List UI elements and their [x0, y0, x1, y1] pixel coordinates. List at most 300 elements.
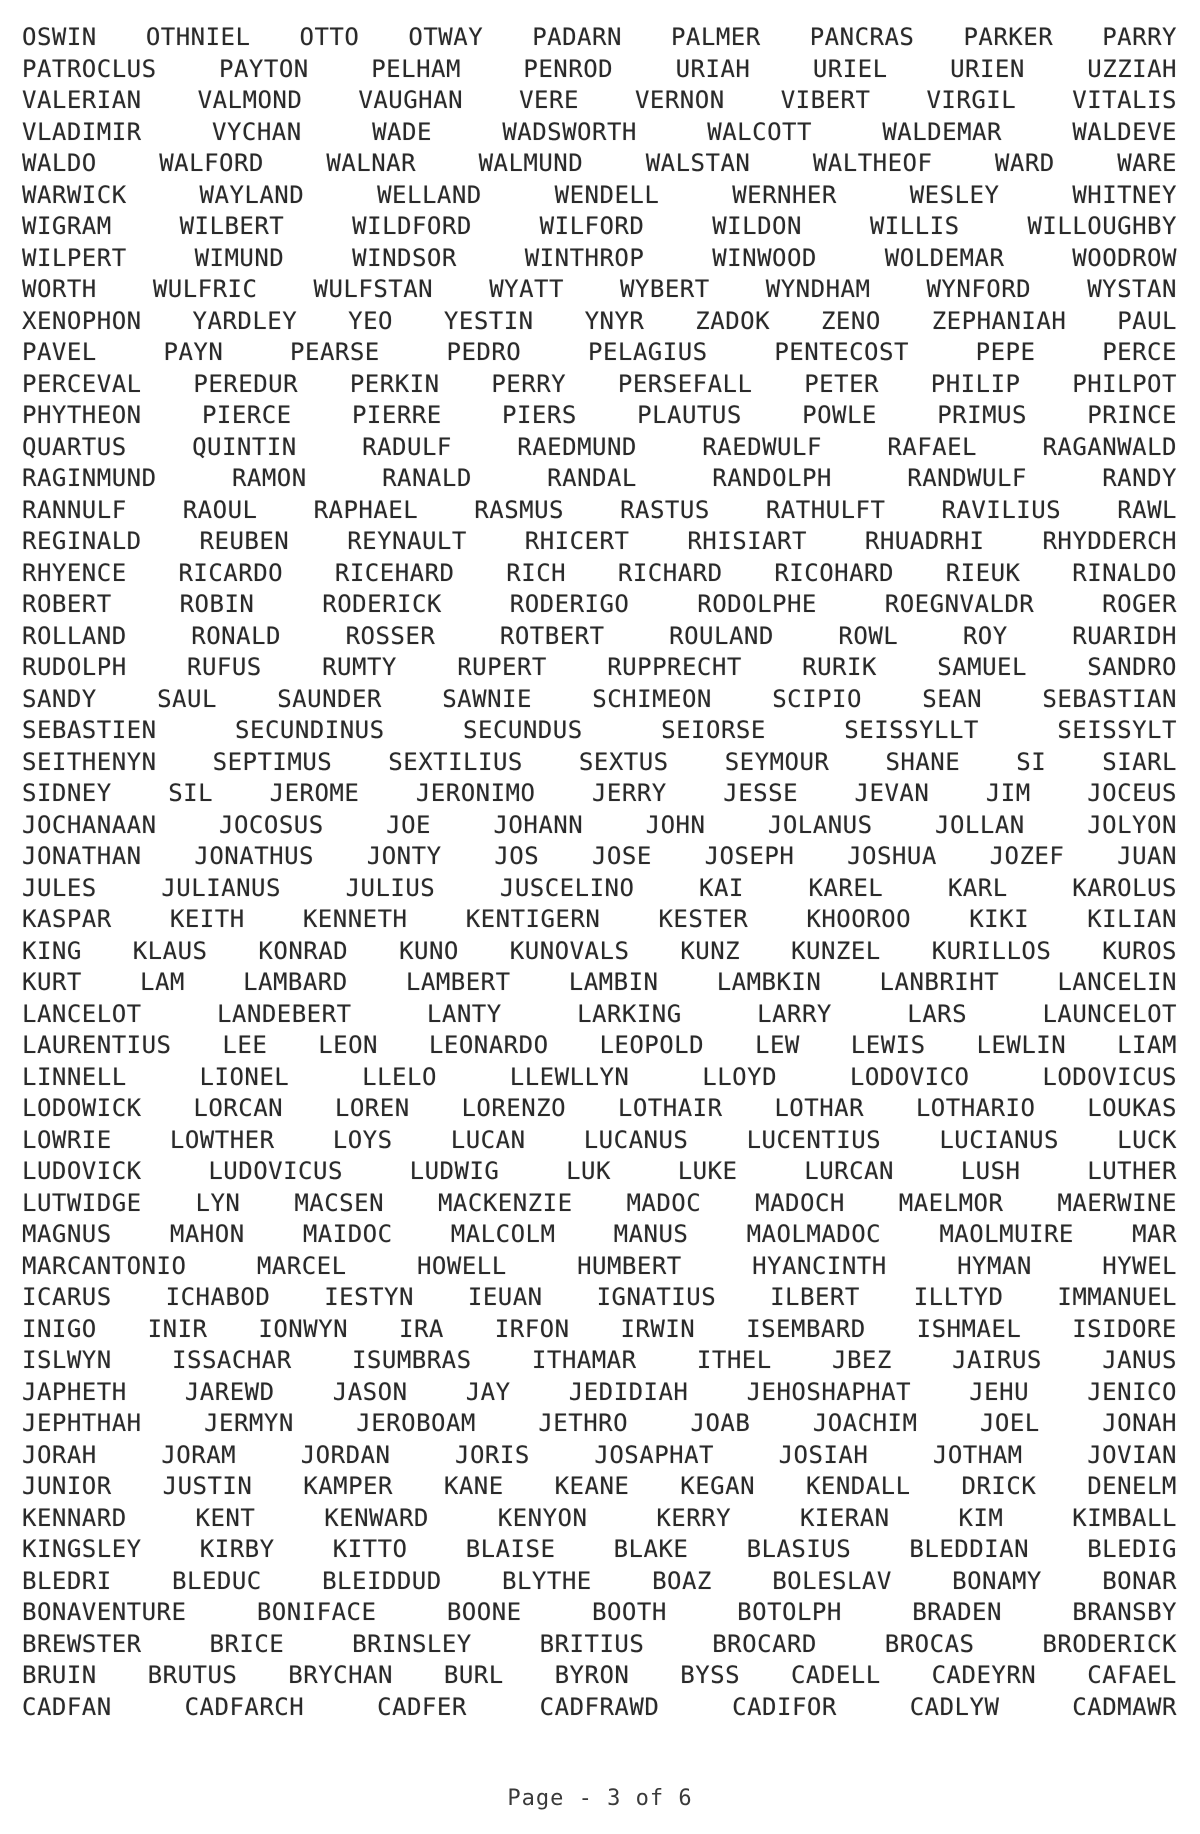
- name-word: RANDY: [1102, 464, 1177, 492]
- name-word: LAMBKIN: [716, 968, 822, 996]
- name-word: KLAUS: [132, 936, 208, 965]
- name-word: RAWL: [1117, 495, 1177, 524]
- name-word: LUSH: [960, 1157, 1021, 1185]
- name-word: XENOPHON: [22, 306, 142, 335]
- name-word: SECUNDINUS: [235, 716, 385, 744]
- name-word: JOLLAN: [935, 810, 1025, 839]
- name-word: RIEUK: [945, 558, 1021, 587]
- name-word: ZEPHANIAH: [931, 306, 1067, 335]
- name-word: PATROCLUS: [22, 54, 157, 83]
- name-word: WIGRAM: [22, 212, 112, 240]
- name-word: SCIPIO: [772, 684, 862, 713]
- name-word: KINGSLEY: [22, 1535, 142, 1563]
- name-word: WELLAND: [377, 180, 482, 209]
- name-word: RAGANWALD: [1042, 432, 1177, 461]
- name-line: [22, 1503, 1177, 1535]
- name-word: RHISIART: [687, 527, 807, 555]
- name-word: KURILLOS: [931, 936, 1052, 965]
- name-line: [22, 180, 1177, 212]
- name-word: ROULAND: [669, 621, 774, 650]
- name-word: RHUADRHI: [864, 527, 985, 555]
- name-word: SIL: [168, 779, 214, 807]
- name-word: WALDEMAR: [882, 117, 1002, 146]
- name-word: MALCOLM: [450, 1220, 556, 1248]
- name-word: HYWEL: [1102, 1251, 1177, 1280]
- name-word: ROTBERT: [499, 621, 605, 650]
- name-word: SEISSYLLT: [844, 716, 979, 744]
- name-word: RHYDDERCH: [1042, 527, 1177, 555]
- name-word: BROCAS: [884, 1629, 975, 1658]
- name-word: WHITNEY: [1072, 180, 1177, 209]
- name-word: SAUL: [157, 684, 217, 713]
- name-word: SI: [1016, 747, 1047, 776]
- name-word: PIERRE: [351, 401, 442, 429]
- name-word: WALDEVE: [1072, 117, 1177, 146]
- name-word: SAMUEL: [937, 653, 1027, 681]
- name-word: CADMAWR: [1072, 1692, 1177, 1721]
- name-line: [22, 526, 1177, 558]
- name-word: PALMER: [670, 23, 761, 51]
- name-word: LUK: [566, 1157, 611, 1185]
- name-word: JOHN: [645, 810, 706, 839]
- name-word: JONATHUS: [194, 842, 314, 870]
- name-word: JONAH: [1102, 1409, 1177, 1437]
- name-word: VALMOND: [197, 86, 303, 114]
- name-word: LAUNCELOT: [1042, 999, 1177, 1028]
- name-word: KENT: [195, 1503, 256, 1532]
- name-word: JOSIAH: [778, 1440, 869, 1469]
- name-word: ROLLAND: [22, 621, 127, 650]
- name-word: WALDO: [22, 149, 97, 177]
- name-word: RONALD: [191, 621, 281, 650]
- name-word: IRFON: [494, 1314, 570, 1343]
- name-word: LAM: [140, 968, 185, 996]
- name-word: SANDRO: [1087, 653, 1177, 681]
- name-word: KUNOVALS: [509, 936, 630, 965]
- name-word: VIBERT: [780, 86, 871, 114]
- name-word: VIRGIL: [926, 86, 1017, 114]
- name-word: LLOYD: [702, 1062, 778, 1091]
- name-word: WILBERT: [179, 212, 285, 240]
- name-word: CADFRAWD: [539, 1692, 660, 1721]
- name-word: PAUL: [1117, 306, 1177, 335]
- name-word: BRUIN: [22, 1661, 97, 1689]
- name-word: KAMPER: [303, 1472, 393, 1500]
- name-word: KIM: [958, 1503, 1004, 1532]
- name-word: RICOHARD: [774, 558, 894, 587]
- name-word: JEVAN: [854, 779, 930, 807]
- name-line: [22, 463, 1177, 495]
- name-line: [22, 1062, 1177, 1094]
- name-word: RANALD: [382, 464, 472, 492]
- name-word: RUARIDH: [1072, 621, 1177, 650]
- name-word: JOS: [494, 842, 540, 870]
- name-word: PERCEVAL: [22, 369, 142, 398]
- name-word: ICARUS: [22, 1283, 112, 1311]
- name-line: [22, 1692, 1177, 1724]
- name-word: PADARN: [532, 23, 622, 51]
- name-word: RURIK: [802, 653, 877, 681]
- name-word: REUBEN: [199, 527, 290, 555]
- name-word: CADEYRN: [931, 1661, 1037, 1689]
- name-word: JOTHAM: [932, 1440, 1023, 1469]
- name-word: DENELM: [1087, 1472, 1177, 1500]
- name-word: LOTHAR: [774, 1094, 865, 1122]
- name-word: JONTY: [366, 842, 442, 870]
- name-word: WARWICK: [22, 180, 127, 209]
- name-word: RAOUL: [182, 495, 258, 524]
- name-line: [22, 1597, 1177, 1629]
- name-word: WALSTAN: [645, 149, 751, 177]
- name-word: BONAR: [1102, 1566, 1177, 1595]
- name-word: URIEL: [812, 54, 888, 83]
- name-word: SEISSYLT: [1057, 716, 1177, 744]
- name-word: KILIAN: [1087, 905, 1177, 933]
- name-word: BOLESLAV: [772, 1566, 892, 1595]
- name-word: RUPERT: [457, 653, 547, 681]
- name-word: LEE: [222, 1031, 268, 1059]
- name-word: LOWTHER: [169, 1125, 275, 1154]
- name-word: JOSE: [591, 842, 652, 870]
- name-word: VALERIAN: [22, 86, 142, 114]
- name-line: [22, 1345, 1177, 1377]
- name-word: VERE: [519, 86, 579, 114]
- name-word: OSWIN: [22, 23, 97, 51]
- name-word: JOAB: [690, 1409, 751, 1437]
- name-word: LUTHER: [1087, 1157, 1177, 1185]
- name-word: PAYTON: [219, 54, 309, 83]
- name-word: LURCAN: [804, 1157, 894, 1185]
- name-word: JULES: [22, 873, 97, 902]
- name-word: LANTY: [426, 999, 502, 1028]
- name-word: BLEDUC: [172, 1566, 262, 1595]
- name-word: IEUAN: [467, 1283, 543, 1311]
- name-word: MACKENZIE: [437, 1188, 573, 1217]
- name-word: LEONARDO: [428, 1031, 549, 1059]
- name-word: PHYTHEON: [22, 401, 142, 429]
- name-word: OTTO: [299, 23, 360, 51]
- name-word: JONATHAN: [22, 842, 142, 870]
- name-word: BONAVENTURE: [22, 1598, 187, 1626]
- name-word: RHYENCE: [22, 558, 127, 587]
- name-word: KEGAN: [680, 1472, 756, 1500]
- name-word: BLEDRI: [22, 1566, 112, 1595]
- name-word: KAROLUS: [1072, 873, 1177, 902]
- name-line: [22, 85, 1177, 117]
- name-word: LUCANUS: [583, 1125, 689, 1154]
- name-word: KUNZEL: [791, 936, 881, 965]
- name-word: LOTHARIO: [915, 1094, 1036, 1122]
- name-word: MAGNUS: [22, 1220, 112, 1248]
- name-word: PEREDUR: [193, 369, 299, 398]
- name-word: MAERWINE: [1057, 1188, 1177, 1217]
- name-word: RODOLPHE: [697, 590, 817, 618]
- name-word: JUNIOR: [22, 1472, 112, 1500]
- name-line: [22, 1156, 1177, 1188]
- name-word: BLEDDIAN: [909, 1535, 1030, 1563]
- name-word: RICH: [506, 558, 567, 587]
- name-word: WILLOUGHBY: [1027, 212, 1177, 240]
- name-word: YNYR: [584, 306, 645, 335]
- name-word: RAFAEL: [887, 432, 978, 461]
- name-word: KUROS: [1102, 936, 1177, 965]
- name-word: ROY: [962, 621, 1008, 650]
- name-word: BRUTUS: [147, 1661, 238, 1689]
- name-word: KENTIGERN: [465, 905, 601, 933]
- name-word: WYATT: [489, 275, 564, 303]
- name-word: VAUGHAN: [358, 86, 464, 114]
- name-word: RICEHARD: [334, 558, 455, 587]
- name-word: MAOLMUIRE: [939, 1220, 1074, 1248]
- name-word: LOUKAS: [1087, 1094, 1177, 1122]
- name-word: ITHEL: [696, 1346, 772, 1374]
- name-word: BLAKE: [613, 1535, 689, 1563]
- name-word: MAR: [1132, 1220, 1177, 1248]
- name-word: RAPHAEL: [313, 495, 419, 524]
- name-word: JETHRO: [538, 1409, 629, 1437]
- name-word: LARRY: [757, 999, 832, 1028]
- name-word: IMMANUEL: [1057, 1283, 1177, 1311]
- name-word: BRANSBY: [1072, 1598, 1177, 1626]
- name-word: ROSSER: [345, 621, 436, 650]
- name-line: [22, 1093, 1177, 1125]
- name-word: JEDIDIAH: [568, 1377, 689, 1406]
- name-word: RANNULF: [22, 495, 127, 524]
- name-word: JOCEUS: [1087, 779, 1177, 807]
- name-line: [22, 1125, 1177, 1157]
- name-word: BREWSTER: [22, 1629, 142, 1658]
- name-word: LAURENTIUS: [22, 1031, 172, 1059]
- name-line: [22, 967, 1177, 999]
- name-word: BLASIUS: [746, 1535, 852, 1563]
- name-word: URIAH: [675, 54, 751, 83]
- name-word: RUDOLPH: [22, 653, 127, 681]
- name-word: MACSEN: [294, 1188, 385, 1217]
- name-word: KEANE: [554, 1472, 630, 1500]
- name-line: [22, 400, 1177, 432]
- name-word: KENDALL: [805, 1472, 911, 1500]
- name-word: ISHMAEL: [916, 1314, 1022, 1343]
- page-footer: Page - 3 of 6: [507, 1786, 693, 1811]
- name-word: JIM: [985, 779, 1031, 807]
- name-word: JUSTIN: [162, 1472, 253, 1500]
- name-word: KESTER: [658, 905, 749, 933]
- name-line: [22, 1440, 1177, 1472]
- name-word: RAVILIUS: [941, 495, 1062, 524]
- name-word: LIAM: [1117, 1031, 1177, 1059]
- name-word: BURL: [443, 1661, 504, 1689]
- name-word: WADSWORTH: [502, 117, 637, 146]
- name-word: OTHNIEL: [145, 23, 251, 51]
- name-word: JORAH: [22, 1440, 97, 1469]
- name-word: ROEGNVALDR: [884, 590, 1035, 618]
- name-word: RUFUS: [187, 653, 262, 681]
- name-word: RASTUS: [620, 495, 710, 524]
- name-word: LOYS: [332, 1125, 393, 1154]
- name-word: LUDWIG: [409, 1157, 500, 1185]
- name-word: IRA: [399, 1314, 444, 1343]
- name-word: KENYON: [497, 1503, 588, 1532]
- name-line: [22, 337, 1177, 369]
- name-word: WILDON: [712, 212, 802, 240]
- name-word: KIRBY: [199, 1535, 275, 1563]
- name-word: CADFARCH: [184, 1692, 305, 1721]
- name-word: HOWELL: [416, 1251, 507, 1280]
- name-word: WORTH: [22, 275, 97, 303]
- name-word: KURT: [22, 968, 82, 996]
- name-word: JUSCELINO: [499, 873, 635, 902]
- name-word: VLADIMIR: [22, 117, 142, 146]
- name-word: JAREWD: [184, 1377, 275, 1406]
- name-word: PETER: [804, 369, 879, 398]
- name-word: SECUNDUS: [463, 716, 583, 744]
- name-line: [22, 1377, 1177, 1409]
- name-word: BLEIDDUD: [322, 1566, 442, 1595]
- name-word: BRINSLEY: [352, 1629, 472, 1658]
- name-word: KIERAN: [799, 1503, 890, 1532]
- name-word: RANDAL: [547, 464, 637, 492]
- name-word: RASMUS: [474, 495, 564, 524]
- name-word: WARD: [994, 149, 1055, 177]
- name-line: [22, 1219, 1177, 1251]
- name-word: LLELO: [362, 1062, 437, 1091]
- name-word: JAIRUS: [952, 1346, 1042, 1374]
- name-word: LUCK: [1117, 1125, 1177, 1154]
- name-word: WILFORD: [539, 212, 645, 240]
- name-word: RODERIGO: [509, 590, 630, 618]
- name-word: BOAZ: [652, 1566, 712, 1595]
- name-line: [22, 778, 1177, 810]
- name-word: ISUMBRAS: [351, 1346, 472, 1374]
- name-line: [22, 495, 1177, 527]
- name-word: LORENZO: [461, 1094, 567, 1122]
- name-word: SEIORSE: [661, 716, 766, 744]
- name-line: [22, 1471, 1177, 1503]
- name-word: SEPTIMUS: [212, 747, 333, 776]
- name-word: VERNON: [634, 86, 725, 114]
- name-word: IRWIN: [620, 1314, 696, 1343]
- name-word: VYCHAN: [212, 117, 302, 146]
- name-line: [22, 117, 1177, 149]
- name-word: RINALDO: [1072, 558, 1177, 587]
- name-word: JOE: [386, 810, 431, 839]
- name-word: KEITH: [169, 905, 245, 933]
- name-word: LOREN: [334, 1094, 410, 1122]
- name-word: REGINALD: [22, 527, 142, 555]
- name-word: RAGINMUND: [22, 464, 157, 492]
- name-word: WULFSTAN: [313, 275, 434, 303]
- name-word: LINNELL: [22, 1062, 127, 1091]
- name-word: WYNDHAM: [765, 275, 871, 303]
- name-line: [22, 1408, 1177, 1440]
- name-word: KUNZ: [680, 936, 741, 965]
- name-word: REYNAULT: [347, 527, 467, 555]
- name-word: PARRY: [1102, 23, 1177, 51]
- name-word: BRYCHAN: [288, 1661, 393, 1689]
- name-line: [22, 652, 1177, 684]
- name-word: JOZEF: [989, 842, 1065, 870]
- name-word: SEAN: [922, 684, 983, 713]
- name-word: JORIS: [455, 1440, 530, 1469]
- name-word: JOSHUA: [847, 842, 937, 870]
- name-word: SEBASTIAN: [1042, 684, 1177, 713]
- name-word: WYBERT: [620, 275, 710, 303]
- name-word: HUMBERT: [577, 1251, 682, 1280]
- name-word: HYANCINTH: [752, 1251, 887, 1280]
- name-line: [22, 1282, 1177, 1314]
- name-word: BOOTH: [592, 1598, 667, 1626]
- name-word: MARCANTONIO: [22, 1251, 187, 1280]
- name-word: IESTYN: [324, 1283, 414, 1311]
- name-word: BYRON: [554, 1661, 630, 1689]
- name-word: IONWYN: [258, 1314, 349, 1343]
- name-word: KUNO: [399, 936, 459, 965]
- name-line: [22, 1660, 1177, 1692]
- name-word: SEXTILIUS: [388, 747, 523, 776]
- name-word: JOEL: [979, 1409, 1040, 1437]
- name-word: JOHANN: [493, 810, 584, 839]
- name-word: LUCENTIUS: [746, 1125, 882, 1154]
- name-word: WILDFORD: [352, 212, 472, 240]
- name-word: KANE: [443, 1472, 504, 1500]
- name-word: WULFRIC: [152, 275, 258, 303]
- name-word: RICARDO: [178, 558, 284, 587]
- name-word: JBEZ: [832, 1346, 892, 1374]
- name-word: WALCOTT: [707, 117, 812, 146]
- name-word: KHOOROO: [806, 905, 912, 933]
- name-word: PAYN: [163, 338, 224, 366]
- name-line: [22, 1534, 1177, 1566]
- name-word: CAFAEL: [1087, 1661, 1177, 1689]
- name-line: [22, 589, 1177, 621]
- name-line: [22, 22, 1177, 54]
- name-word: JOCOSUS: [219, 810, 324, 839]
- name-word: PAVEL: [22, 338, 97, 366]
- name-word: KARL: [947, 873, 1008, 902]
- name-word: WAYLAND: [199, 180, 305, 209]
- name-word: WINWOOD: [712, 243, 817, 272]
- name-word: KENNETH: [302, 905, 408, 933]
- name-word: SIARL: [1102, 747, 1177, 776]
- name-word: SEITHENYN: [22, 747, 157, 776]
- name-word: LOTHAIR: [617, 1094, 723, 1122]
- name-word: MAELMOR: [898, 1188, 1004, 1217]
- name-word: LUDOVICK: [22, 1157, 142, 1185]
- name-word: WALFORD: [159, 149, 264, 177]
- name-word: ISEMBARD: [746, 1314, 866, 1343]
- name-word: WADE: [372, 117, 432, 146]
- name-word: KING: [22, 936, 82, 965]
- name-word: JERMYN: [204, 1409, 294, 1437]
- name-word: RAEDWULF: [702, 432, 822, 461]
- name-word: WIMUND: [194, 243, 285, 272]
- name-word: QUINTIN: [192, 432, 297, 461]
- name-word: WALNAR: [326, 149, 417, 177]
- name-word: BLEDIG: [1087, 1535, 1177, 1563]
- name-word: WOODROW: [1072, 243, 1177, 272]
- name-word: LANCELOT: [22, 999, 142, 1028]
- name-word: IGNATIUS: [596, 1283, 717, 1311]
- name-word: SANDY: [22, 684, 97, 713]
- name-line: [22, 243, 1177, 275]
- name-line: [22, 873, 1177, 905]
- name-word: RAMON: [231, 464, 307, 492]
- name-word: JEHU: [969, 1377, 1030, 1406]
- name-word: RATHULFT: [765, 495, 886, 524]
- name-word: PIERS: [502, 401, 577, 429]
- name-line: [22, 558, 1177, 590]
- name-word: SIDNEY: [22, 779, 112, 807]
